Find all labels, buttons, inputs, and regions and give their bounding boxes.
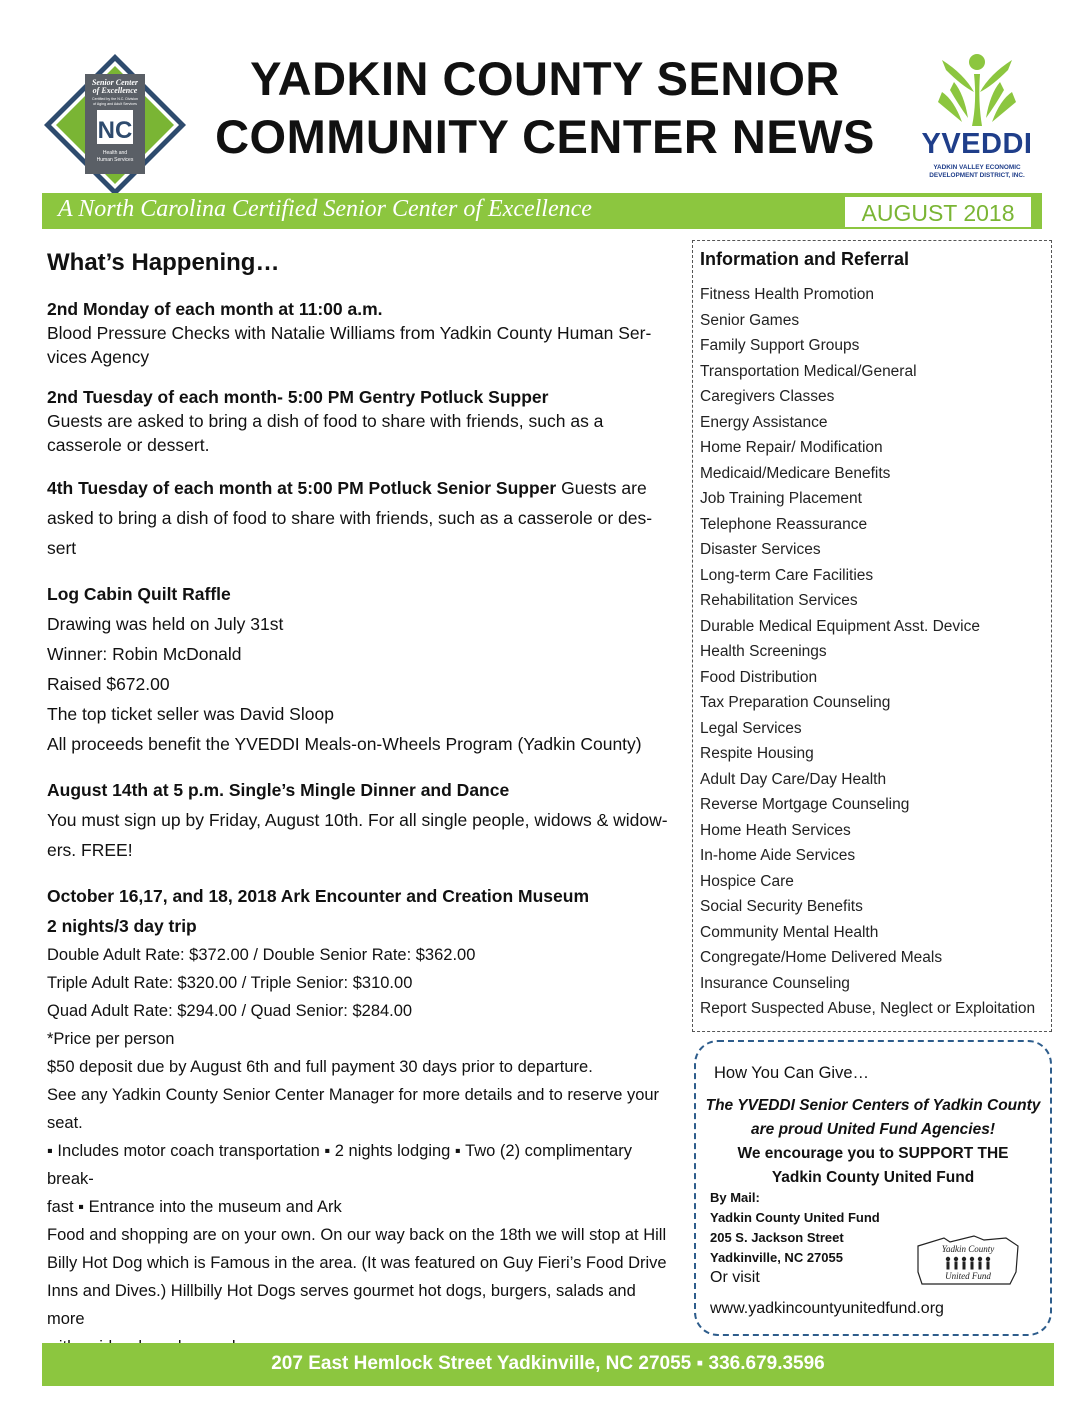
raffle-title: Log Cabin Quilt Raffle bbox=[47, 584, 231, 604]
mail-name: Yadkin County United Fund bbox=[710, 1210, 880, 1225]
raffle-line: Drawing was held on July 31st bbox=[47, 614, 284, 634]
mail-label: By Mail: bbox=[710, 1190, 760, 1205]
referral-item: Durable Medical Equipment Asst. Device bbox=[700, 617, 980, 635]
senior-potluck-item bbox=[47, 473, 677, 563]
referral-item: Home Heath Services bbox=[700, 821, 851, 839]
referral-item: Transportation Medical/General bbox=[700, 362, 917, 380]
bp-title: 2nd Monday of each month at 11:00 a.m. bbox=[47, 299, 383, 319]
ark-title: October 16,17, and 18, 2018 Ark Encounter and Creation Museum bbox=[47, 886, 590, 906]
ark-line: *Price per person bbox=[47, 1030, 175, 1048]
referral-item: Report Suspected Abuse, Neglect or Exploitation bbox=[700, 1000, 1036, 1017]
singles-mingle-item bbox=[47, 775, 677, 865]
ark-line: See any Yadkin County Senior Center Manager for more details and to reserve your bbox=[47, 1086, 660, 1104]
footer-address-bar bbox=[42, 1343, 1054, 1386]
ark-line: Triple Adult Rate: $320.00 / Triple Senior: $310.00 bbox=[47, 974, 413, 992]
raffle-line: Winner: Robin McDonald bbox=[47, 644, 242, 664]
badge-initials: NC bbox=[97, 117, 133, 144]
gentry-potluck-item bbox=[47, 385, 677, 457]
referral-item: Congregate/Home Delivered Meals bbox=[700, 949, 943, 966]
give-message bbox=[696, 1094, 1050, 1190]
senior-center-excellence-badge bbox=[42, 52, 188, 198]
referral-item: Social Security Benefits bbox=[700, 898, 863, 915]
referral-item: Telephone Reassurance bbox=[700, 515, 868, 533]
potluck-line-2: asked to bring a dish of food to share with friends, such as a casserole or des- bbox=[47, 508, 653, 528]
bp-line-2: vices Agency bbox=[47, 347, 150, 367]
ark-line: ▪ Includes motor coach transportation ▪ 2 nights lodging ▪ Two (2) complimentary break- bbox=[47, 1142, 632, 1188]
mail-street: 205 S. Jackson Street bbox=[710, 1230, 844, 1245]
bp-line-1: Blood Pressure Checks with Natalie Williams from Yadkin County Human Ser- bbox=[47, 323, 652, 343]
or-visit: Or visit bbox=[710, 1269, 760, 1286]
give-line-2: are proud United Fund Agencies! bbox=[751, 1121, 995, 1138]
referral-item: Medicaid/Medicare Benefits bbox=[700, 464, 891, 482]
ark-line: Billy Hot Dog which is Famous in the area. (It was featured on Guy Fieri’s Food Drive bbox=[47, 1254, 667, 1272]
ark-line: $50 deposit due by August 6th and full payment 30 days prior to departure. bbox=[47, 1058, 593, 1076]
give-line-4: Yadkin County United Fund bbox=[771, 1169, 975, 1186]
ark-line: Inns and Dives.) Hillbilly Hot Dogs serves gourmet hot dogs, burgers, salads and more bbox=[47, 1282, 636, 1328]
referral-item: Food Distribution bbox=[700, 668, 818, 686]
issue-date: AUGUST 2018 bbox=[861, 200, 1015, 226]
ark-encounter-item bbox=[47, 881, 677, 1361]
referral-item: Respite Housing bbox=[700, 745, 814, 762]
united-fund-logo bbox=[914, 1232, 1022, 1288]
badge-line3: Certified by the N.C. Division bbox=[92, 97, 138, 101]
referral-item: Hospice Care bbox=[700, 872, 794, 890]
ark-line: seat. bbox=[47, 1114, 83, 1132]
united-fund-url[interactable]: www.yadkincountyunitedfund.org bbox=[710, 1300, 944, 1317]
fund-logo-line2: United Fund bbox=[945, 1271, 991, 1281]
potluck-line-1-rest: Guests are bbox=[556, 478, 647, 498]
fund-logo-line1: Yadkin County bbox=[941, 1244, 995, 1254]
blood-pressure-item bbox=[47, 297, 677, 369]
referral-item: Rehabilitation Services bbox=[700, 592, 858, 609]
gentry-title: 2nd Tuesday of each month- 5:00 PM Gentry Potluck Supper bbox=[47, 387, 549, 407]
mingle-title: August 14th at 5 p.m. Single’s Mingle Dinner and Dance bbox=[47, 780, 510, 800]
info-title: Information and Referral bbox=[700, 249, 910, 269]
badge-line4: of Aging and Adult Services bbox=[93, 102, 137, 106]
mingle-line-1: You must sign up by Friday, August 10th. For all single people, widows & widow- bbox=[47, 810, 668, 830]
title-line-2: COMMUNITY CENTER NEWS bbox=[215, 110, 875, 163]
ark-line: fast ▪ Entrance into the museum and Ark bbox=[47, 1198, 342, 1216]
badge-line2: of Excellence bbox=[92, 86, 138, 95]
give-line-3: We encourage you to SUPPORT THE bbox=[737, 1145, 1009, 1162]
gentry-line-2: casserole or dessert. bbox=[47, 435, 210, 455]
referral-item: Energy Assistance bbox=[700, 413, 828, 431]
mailing-address bbox=[710, 1188, 880, 1288]
title-line-1: YADKIN COUNTY SENIOR bbox=[250, 52, 840, 105]
referral-item: Caregivers Classes bbox=[700, 388, 835, 405]
referral-item: Tax Preparation Counseling bbox=[700, 694, 891, 711]
give-line-1: The YVEDDI Senior Centers of Yadkin County bbox=[705, 1097, 1041, 1114]
gentry-line-1: Guests are asked to bring a dish of food to share with friends, such as a bbox=[47, 411, 604, 431]
yveddi-logo bbox=[912, 52, 1042, 182]
potluck-title: 4th Tuesday of each month at 5:00 PM Potluck Senior Supper bbox=[47, 478, 557, 498]
badge-line5: Health and bbox=[102, 150, 128, 156]
badge-line1: Senior Center bbox=[91, 78, 139, 87]
issue-date-box bbox=[845, 197, 1031, 227]
badge-line6: Human Services bbox=[96, 157, 134, 163]
footer-text: 207 East Hemlock Street Yadkinville, NC 27055 ▪ 336.679.3596 bbox=[271, 1353, 825, 1374]
ark-line: Double Adult Rate: $372.00 / Double Senior Rate: $362.00 bbox=[47, 946, 476, 964]
potluck-line-3: sert bbox=[47, 538, 77, 558]
referral-item: Family Support Groups bbox=[700, 337, 860, 354]
tagline-text: A North Carolina Certified Senior Center of Excellence bbox=[58, 196, 592, 222]
give-title: How You Can Give… bbox=[714, 1064, 870, 1082]
mail-city: Yadkinville, NC 27055 bbox=[710, 1250, 843, 1265]
referral-item: Adult Day Care/Day Health bbox=[700, 770, 887, 788]
raffle-line: All proceeds benefit the YVEDDI Meals-on-Wheels Program (Yadkin County) bbox=[47, 734, 642, 754]
ark-subtitle: 2 nights/3 day trip bbox=[47, 916, 197, 936]
yveddi-figure-icon bbox=[912, 52, 1042, 128]
whats-happening-section bbox=[47, 247, 677, 1377]
referral-item: Home Repair/ Modification bbox=[700, 439, 883, 456]
referral-item: Fitness Health Promotion bbox=[700, 286, 875, 303]
logo-subtitle: YADKIN VALLEY ECONOMIC DEVELOPMENT DISTRICT, INC. bbox=[929, 164, 1025, 179]
information-referral-box bbox=[692, 240, 1052, 1032]
referral-item: Insurance Counseling bbox=[700, 974, 850, 992]
referral-item: Community Mental Health bbox=[700, 923, 879, 941]
referral-item: Disaster Services bbox=[700, 541, 821, 558]
ark-line: Quad Adult Rate: $294.00 / Quad Senior: $284.00 bbox=[47, 1002, 413, 1020]
raffle-line: The top ticket seller was David Sloop bbox=[47, 704, 334, 724]
section-heading: What’s Happening… bbox=[47, 249, 280, 276]
referral-item: Long-term Care Facilities bbox=[700, 566, 874, 584]
referral-item: Senior Games bbox=[700, 311, 800, 329]
referral-item: Reverse Mortgage Counseling bbox=[700, 796, 910, 813]
referral-item: In-home Aide Services bbox=[700, 847, 856, 864]
referral-item: Health Screenings bbox=[700, 643, 827, 660]
raffle-line: Raised $672.00 bbox=[47, 674, 170, 694]
mingle-line-2: ers. FREE! bbox=[47, 840, 133, 860]
ark-line: Food and shopping are on your own. On our way back on the 18th we will stop at Hill bbox=[47, 1226, 667, 1244]
how-you-can-give-box bbox=[694, 1040, 1052, 1336]
logo-name: YVEDDI bbox=[921, 128, 1033, 160]
quilt-raffle-item bbox=[47, 579, 677, 759]
newsletter-title bbox=[200, 50, 890, 166]
referral-item: Legal Services bbox=[700, 719, 802, 737]
referral-list bbox=[700, 282, 1035, 1022]
referral-item: Job Training Placement bbox=[700, 490, 862, 507]
